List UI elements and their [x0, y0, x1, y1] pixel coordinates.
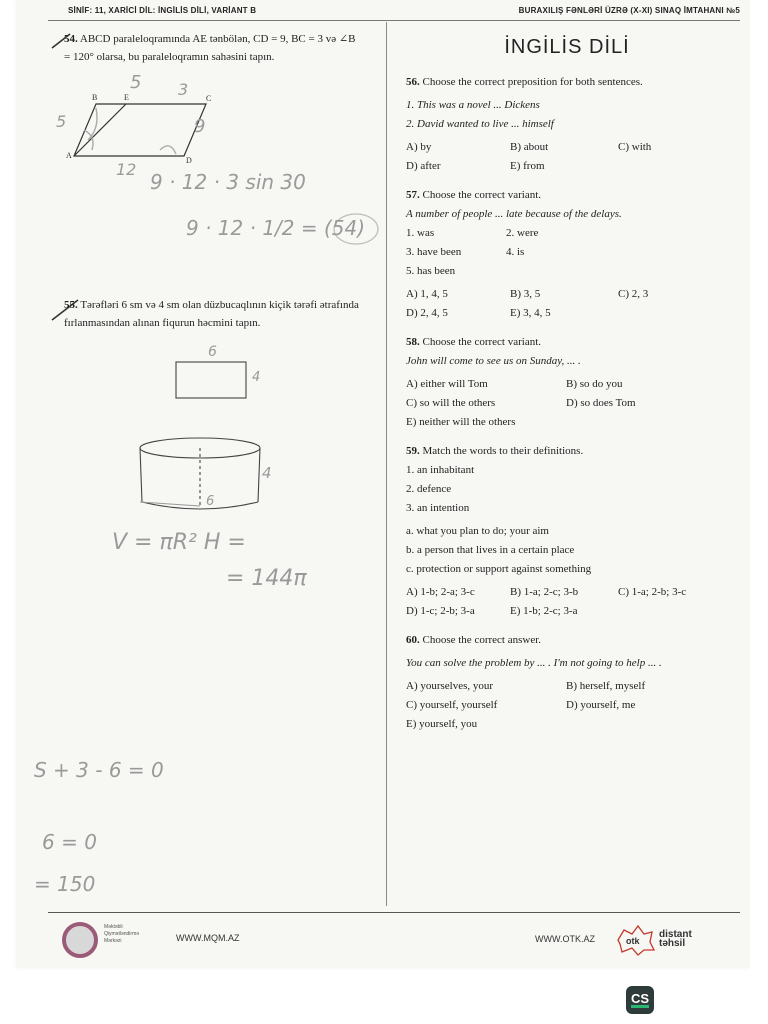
answer-options	[406, 375, 728, 432]
question-number: 55.	[64, 299, 78, 311]
word-item: 3. an intention	[406, 502, 470, 514]
option-b[interactable]: B) 3, 5	[510, 288, 541, 300]
mqm-logo	[62, 922, 98, 958]
option-d[interactable]: D) so does Tom	[566, 397, 636, 409]
question-57	[406, 186, 728, 323]
option-e[interactable]: E) neither will the others	[406, 416, 516, 428]
definition-item: c. protection or support against something	[406, 563, 592, 575]
answer-options	[406, 677, 728, 734]
point-e-label: E	[124, 93, 129, 102]
question-58	[406, 333, 728, 432]
question-text: Tərəfləri 6 sm və 4 sm olan düzbucaqlının kiçik tərəfi ətrafında fırlanmasından alınan fiqurun həcmini tapın.	[64, 299, 359, 329]
handwriting-note: 6 = 0	[42, 830, 97, 854]
left-column	[64, 30, 376, 66]
option-e[interactable]: E) 3, 4, 5	[510, 307, 551, 319]
otk-logo-icon	[612, 924, 656, 956]
question-59	[406, 442, 728, 621]
question-sentence: John will come to see us on Sunday, ... .	[406, 355, 581, 367]
option-b[interactable]: B) 1-a; 2-c; 3-b	[510, 586, 579, 598]
option-a[interactable]: A) 1-b; 2-a; 3-c	[406, 586, 475, 598]
item: 1. was	[406, 227, 435, 239]
badge-text: CS	[630, 990, 650, 1006]
option-d[interactable]: D) after	[406, 160, 441, 172]
vertex-b-label: B	[92, 93, 98, 102]
otk-url: WWW.OTK.AZ	[535, 934, 595, 944]
otk-mark: otk	[626, 936, 640, 946]
left-column-q55	[64, 296, 376, 332]
handwriting-note: = 150	[34, 872, 96, 896]
question-prompt: Choose the correct variant.	[422, 336, 542, 348]
question-number: 58.	[406, 336, 420, 348]
question-number: 59.	[406, 445, 420, 457]
item: 5. has been	[406, 265, 456, 277]
numbered-items	[406, 224, 728, 281]
vertex-c-label: C	[206, 94, 212, 103]
header-right: BURAXILIŞ FƏNLƏRİ ÜZRƏ (X-XI) SINAQ İMTAHANI №5	[518, 6, 740, 15]
option-b[interactable]: B) herself, myself	[566, 680, 646, 692]
question-sentence: You can solve the problem by ... . I'm not going to help ... .	[406, 657, 662, 669]
handwriting-note: 4	[262, 464, 272, 482]
handwriting-note: 4	[252, 370, 261, 385]
question-text: ABCD paraleloqramında AE tənbölən, CD = 9, BC = 3 və ∠B = 120° olarsa, bu paraleloqramın sahəsini tapın.	[64, 33, 356, 63]
question-number: 57.	[406, 189, 420, 201]
definition-item: b. a person that lives in a certain place	[406, 544, 575, 556]
handwriting-note: 9 · 12 · 3 sin 30	[150, 170, 306, 194]
subject-title: İNGİLİS DİLİ	[504, 36, 630, 58]
sentence-line: 2. David wanted to live ... himself	[406, 118, 554, 130]
handwriting-note: 9	[194, 116, 206, 137]
question-prompt: Choose the correct preposition for both sentences.	[422, 76, 643, 88]
sentence-line: 1. This was a novel ... Dickens	[406, 99, 540, 111]
right-column	[406, 30, 728, 734]
vertex-a-label: A	[66, 151, 72, 160]
option-a[interactable]: A) yourselves, your	[406, 680, 494, 692]
option-d[interactable]: D) 2, 4, 5	[406, 307, 448, 319]
distant-tehsil-brand	[659, 930, 692, 948]
question-number: 56.	[406, 76, 420, 88]
question-number: 60.	[406, 634, 420, 646]
handwriting-note: V = πR² H =	[112, 530, 246, 555]
option-c[interactable]: C) 1-a; 2-b; 3-c	[618, 586, 687, 598]
page-header	[48, 3, 740, 19]
question-54	[64, 30, 364, 66]
question-sentence: A number of people ... late because of the delays.	[406, 208, 622, 220]
question-prompt: Choose the correct answer.	[422, 634, 542, 646]
handwriting-note: 3	[178, 80, 189, 99]
item: 3. have been	[406, 246, 462, 258]
handwriting-note: 12	[116, 160, 137, 179]
option-e[interactable]: E) from	[510, 160, 545, 172]
option-b[interactable]: B) about	[510, 141, 549, 153]
handwriting-note: 5	[56, 112, 67, 131]
handwriting-note: 9 · 12 · 1/2 = (54)	[186, 216, 366, 240]
handwriting-note: S + 3 - 6 = 0	[34, 758, 164, 782]
option-d[interactable]: D) yourself, me	[566, 699, 636, 711]
header-rule	[48, 20, 740, 21]
question-prompt: Choose the correct variant.	[422, 189, 542, 201]
handwriting-note: 6	[206, 494, 215, 509]
word-item: 1. an inhabitant	[406, 464, 475, 476]
answer-options	[406, 285, 728, 323]
question-number: 54.	[64, 33, 78, 45]
brand-line: təhsil	[659, 938, 686, 949]
mqm-name: Məktəbli Qiymətləndirmə Mərkəzi	[104, 924, 140, 944]
question-56	[406, 73, 728, 176]
option-a[interactable]: A) either will Tom	[406, 378, 488, 390]
question-prompt: Match the words to their definitions.	[422, 445, 584, 457]
item: 2. were	[506, 227, 539, 239]
question-60	[406, 631, 728, 734]
option-a[interactable]: A) 1, 4, 5	[406, 288, 448, 300]
answer-options	[406, 583, 728, 621]
option-a[interactable]: A) by	[406, 141, 432, 153]
handwriting-note: = 144π	[226, 566, 307, 591]
option-e[interactable]: E) yourself, you	[406, 718, 478, 730]
option-d[interactable]: D) 1-c; 2-b; 3-a	[406, 605, 475, 617]
handwriting-note: 5	[130, 72, 142, 93]
definition-item: a. what you plan to do; your aim	[406, 525, 549, 537]
footer-rule	[48, 912, 740, 913]
camscanner-badge	[626, 986, 654, 1014]
option-c[interactable]: C) so will the others	[406, 397, 496, 409]
option-b[interactable]: B) so do you	[566, 378, 623, 390]
item: 4. is	[506, 246, 525, 258]
column-divider	[386, 22, 387, 906]
brand-line: distant	[659, 929, 692, 940]
option-c[interactable]: C) 2, 3	[618, 288, 649, 300]
header-left: SİNİF: 11, XARİCİ DİL: İNGİLİS DİLİ, VARİANT B	[68, 6, 257, 15]
handwriting-note: 6	[208, 344, 217, 360]
option-c[interactable]: C) yourself, yourself	[406, 699, 498, 711]
question-55	[64, 296, 368, 332]
word-item: 2. defence	[406, 483, 452, 495]
option-c[interactable]: C) with	[618, 141, 652, 153]
option-e[interactable]: E) 1-b; 2-c; 3-a	[510, 605, 578, 617]
vertex-d-label: D	[186, 156, 192, 165]
mqm-url: WWW.MQM.AZ	[176, 933, 240, 943]
answer-options	[406, 138, 728, 176]
